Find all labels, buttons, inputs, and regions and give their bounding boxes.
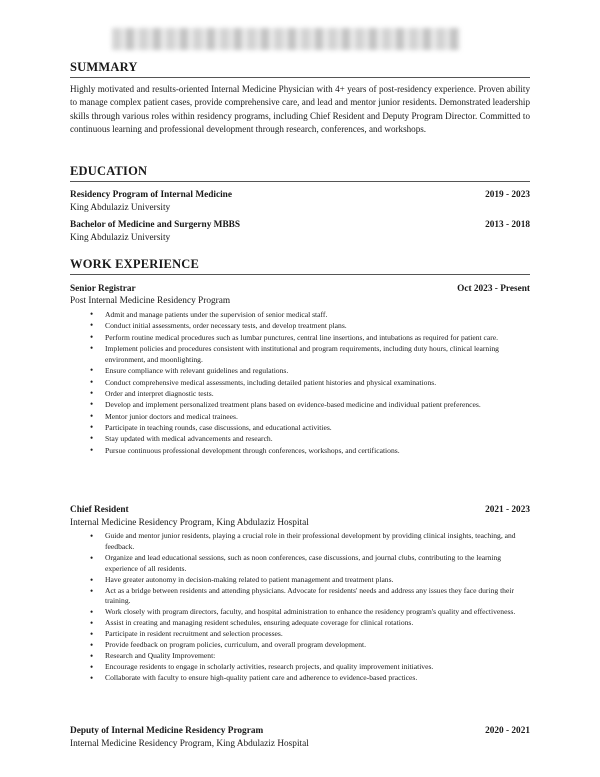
school-name: King Abdulaziz University bbox=[70, 203, 171, 213]
list-item: • Participate in teaching rounds, case discussions, and educational activities. bbox=[105, 422, 530, 433]
degree-dates: 2019 - 2023 bbox=[485, 190, 530, 200]
list-item: • Act as a bridge between residents and attending physicians. Advocate for residents' needs and address any issues they face during their training. bbox=[105, 586, 530, 608]
list-item: • Collaborate with faculty to ensure high-quality patient care and adherence to evidence-based practices. bbox=[105, 673, 530, 684]
list-item: • Perform routine medical procedures such as lumbar punctures, central line insertions, and intubations as required for patient care. bbox=[105, 332, 530, 343]
job-role: Deputy of Internal Medicine Residency Program bbox=[70, 726, 264, 736]
degree-title: Bachelor of Medicine and Surgerny MBBS bbox=[70, 220, 241, 230]
list-item: • Work closely with program directors, faculty, and hospital administration to enhance the residency program's quality and effectiveness. bbox=[105, 607, 530, 618]
experience-rule bbox=[70, 274, 530, 275]
list-item: • Conduct comprehensive medical assessments, including detailed patient histories and physical examinations. bbox=[105, 377, 530, 388]
list-item: • Assist in creating and managing resident schedules, ensuring adequate coverage for clinical rotations. bbox=[105, 618, 530, 629]
list-item: • Stay updated with medical advancements and research. bbox=[105, 433, 530, 444]
job-header bbox=[70, 726, 530, 736]
list-item: • Admit and manage patients under the supervision of senior medical staff. bbox=[105, 309, 530, 320]
list-item: • Develop and implement personalized treatment plans based on evidence-based medicine and individual patient preferences. bbox=[105, 399, 530, 410]
list-item: • Pursue continuous professional development through conferences, workshops, and certifications. bbox=[105, 445, 530, 456]
job-role: Chief Resident bbox=[70, 505, 129, 515]
job-dates: Oct 2023 - Present bbox=[457, 284, 530, 294]
job-dates: 2021 - 2023 bbox=[485, 505, 530, 515]
job-org: Post Internal Medicine Residency Program bbox=[70, 296, 231, 306]
job-header bbox=[70, 505, 530, 515]
job-dates: 2020 - 2021 bbox=[485, 726, 530, 736]
education-heading: EDUCATION bbox=[70, 164, 148, 178]
list-item: • Organize and lead educational sessions, such as noon conferences, case discussions, and journal clubs, contributing to the learning experience of all residents. bbox=[105, 553, 530, 575]
list-item: • Provide feedback on program policies, curriculum, and overall program development. bbox=[105, 640, 530, 651]
degree-title: Residency Program of Internal Medicine bbox=[70, 190, 232, 200]
summary-heading: SUMMARY bbox=[70, 60, 138, 74]
school-name: King Abdulaziz University bbox=[70, 233, 171, 243]
job-org: Internal Medicine Residency Program, King Abdulaziz Hospital bbox=[70, 739, 309, 749]
summary-rule bbox=[70, 77, 530, 78]
job-bullets bbox=[70, 309, 530, 456]
education-item bbox=[70, 220, 530, 230]
job-header bbox=[70, 284, 530, 294]
list-item: • Ensure compliance with relevant guidelines and regulations. bbox=[105, 365, 530, 376]
job-role: Senior Registrar bbox=[70, 284, 136, 294]
list-item: • Conduct initial assessments, order necessary tests, and develop treatment plans. bbox=[105, 320, 530, 331]
job-bullets bbox=[70, 531, 530, 684]
list-item: • Guide and mentor junior residents, playing a crucial role in their professional development by providing clinical insights, teaching, and feedback. bbox=[105, 531, 530, 553]
degree-dates: 2013 - 2018 bbox=[485, 220, 530, 230]
summary-text: Highly motivated and results-oriented Internal Medicine Physician with 4+ years of post-residency experience. Proven ability to manage complex patient cases, provide comprehensive care, and lead and mentor junior residents. Demonstrated leadership skills through various roles within residency programs, including Chief Resident and Deputy Program Director. Committed to continuous learning and professional development through research, conferences, and workshops. bbox=[70, 84, 530, 135]
list-item: • Participate in resident recruitment and selection processes. bbox=[105, 629, 530, 640]
list-item: • Research and Quality Improvement: bbox=[105, 651, 530, 662]
list-item: • Have greater autonomy in decision-making related to patient management and treatment plans. bbox=[105, 575, 530, 586]
job-org: Internal Medicine Residency Program, King Abdulaziz Hospital bbox=[70, 518, 309, 528]
list-item: • Encourage residents to engage in scholarly activities, research projects, and quality improvement initiatives. bbox=[105, 662, 530, 673]
experience-heading: WORK EXPERIENCE bbox=[70, 257, 200, 271]
education-rule bbox=[70, 181, 530, 182]
redacted-name-header bbox=[112, 28, 460, 50]
list-item: • Order and interpret diagnostic tests. bbox=[105, 388, 530, 399]
education-item bbox=[70, 190, 530, 200]
list-item: • Implement policies and procedures consistent with institutional and program requirements, including duty hours, clinical learning environment, and moonlighting. bbox=[105, 343, 530, 366]
list-item: • Mentor junior doctors and medical trainees. bbox=[105, 411, 530, 422]
